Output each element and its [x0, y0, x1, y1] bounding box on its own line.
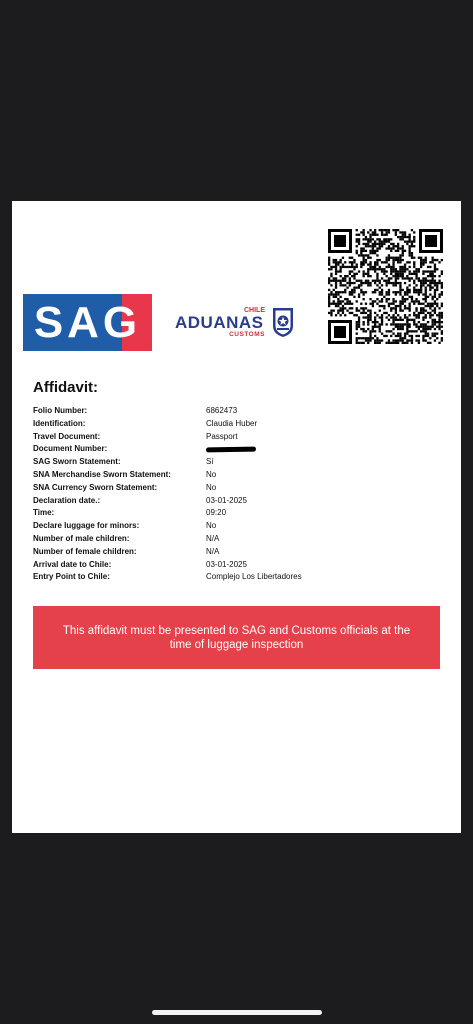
inspection-notice-banner [33, 606, 440, 669]
affidavit-row [33, 533, 453, 546]
affidavit-row-label: Time: [33, 508, 55, 518]
affidavit-row-value: 03-01-2025 [206, 559, 247, 569]
affidavit-row-label: Number of female children: [33, 546, 137, 556]
affidavit-row-label: Number of male children: [33, 533, 130, 543]
affidavit-row-value: N/A [206, 546, 220, 556]
affidavit-row-label: Arrival date to Chile: [33, 559, 112, 569]
affidavit-row-value: No [206, 521, 217, 531]
affidavit-row-label: Declare luggage for minors: [33, 521, 140, 531]
affidavit-row [33, 469, 453, 482]
affidavit-row-value: Claudia Huber [206, 418, 258, 428]
aduanas-logo [175, 304, 297, 340]
affidavit-row-label: SNA Merchandise Sworn Statement: [33, 469, 171, 479]
sag-logo-text: SAG [33, 298, 142, 347]
affidavit-row-value: No [206, 482, 217, 492]
affidavit-fields [33, 405, 453, 584]
affidavit-row [33, 495, 453, 508]
affidavit-title: Affidavit: [33, 379, 98, 396]
affidavit-row-value: 03-01-2025 [206, 495, 247, 505]
aduanas-customs-text: CUSTOMS [229, 331, 265, 338]
affidavit-row [33, 482, 453, 495]
affidavit-row-label: Entry Point to Chile: [33, 572, 110, 582]
affidavit-row-label: Folio Number: [33, 406, 88, 415]
aduanas-chile-text: CHILE [244, 307, 265, 314]
affidavit-row-label: SAG Sworn Statement: [33, 457, 121, 467]
affidavit-row-value: No [206, 469, 217, 479]
affidavit-row-value: 09:20 [206, 508, 227, 518]
affidavit-row [33, 546, 453, 559]
affidavit-row-label: SNA Currency Sworn Statement: [33, 482, 158, 492]
affidavit-row [33, 571, 453, 584]
affidavit-row [33, 418, 453, 431]
aduanas-main-text: ADUANAS [175, 313, 264, 332]
affidavit-row-value: Passport [206, 431, 238, 441]
qr-code-icon [325, 226, 446, 347]
affidavit-row [33, 559, 453, 572]
customs-shield-icon [271, 306, 295, 338]
inspection-notice-text: This affidavit must be presented to SAG and Customs officials at the time of luggage inspection [62, 624, 411, 651]
affidavit-row-label: Declaration date.: [33, 495, 101, 505]
affidavit-row [33, 456, 453, 469]
redaction-mark [206, 447, 256, 453]
home-indicator[interactable] [152, 1010, 322, 1015]
sag-logo [23, 294, 152, 351]
affidavit-row-value: Sí [206, 457, 214, 467]
affidavit-document [12, 201, 461, 833]
affidavit-row-label: Document Number: [33, 444, 108, 454]
affidavit-row [33, 520, 453, 533]
affidavit-row-value: 6862473 [206, 406, 238, 415]
affidavit-row [33, 431, 453, 444]
affidavit-row [33, 507, 453, 520]
affidavit-row-value: Complejo Los Libertadores [206, 572, 302, 582]
affidavit-row [33, 443, 453, 456]
affidavit-row-label: Travel Document: [33, 431, 101, 441]
affidavit-row-label: Identification: [33, 418, 86, 428]
affidavit-row [33, 405, 453, 418]
affidavit-row-value: N/A [206, 533, 220, 543]
